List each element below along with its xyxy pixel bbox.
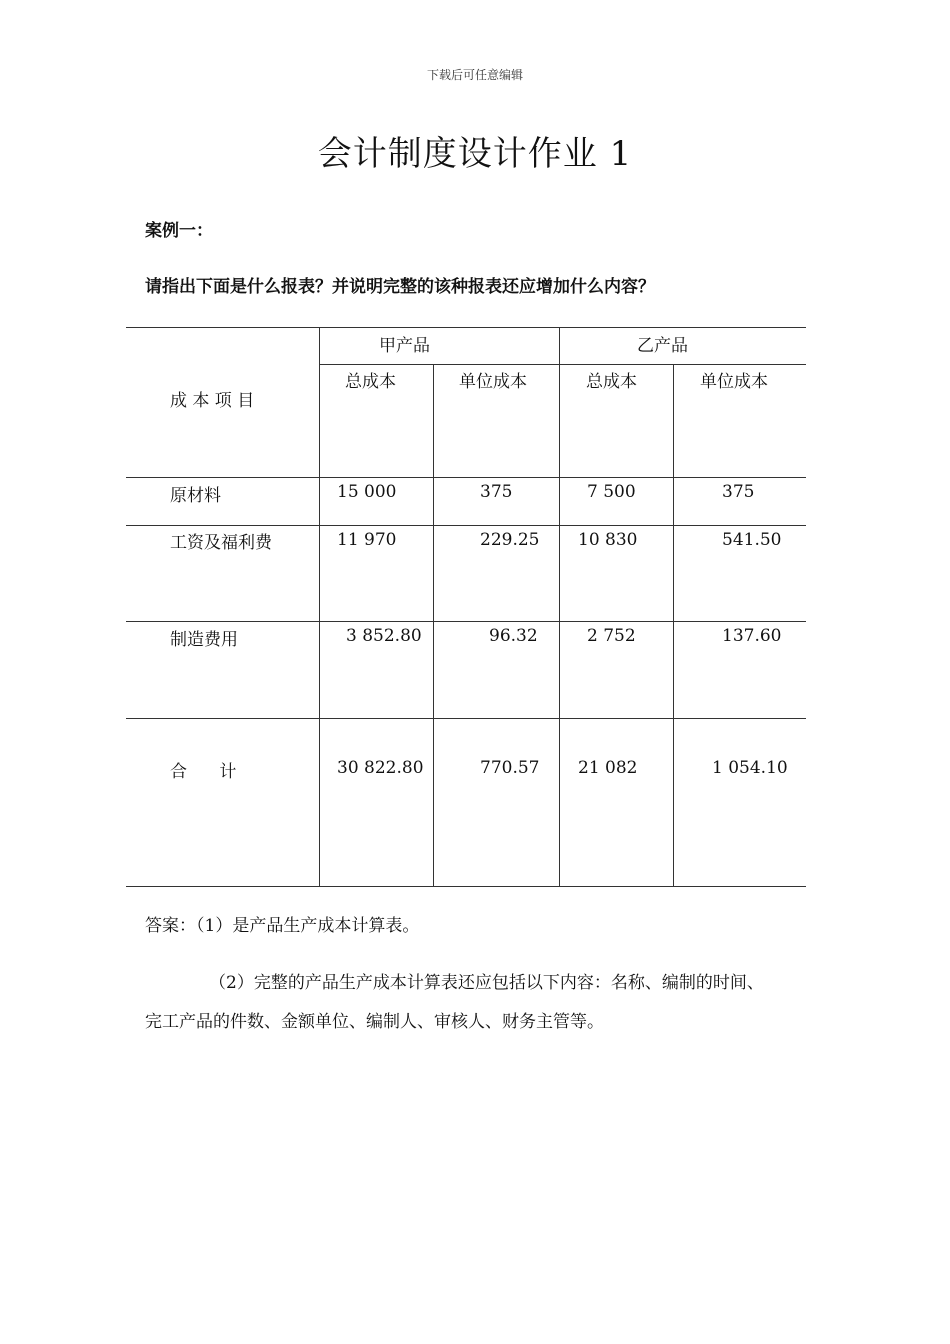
row-label-wages: 工资及福利费	[170, 533, 272, 553]
header-b-unit-cost: 单位成本	[700, 372, 768, 392]
header-cost-item: 成 本 项 目	[170, 391, 255, 411]
cell-b-total: 7 500	[587, 482, 636, 502]
row-label-total: 合 计	[170, 762, 237, 782]
header-note: 下载后可任意编辑	[426, 68, 523, 82]
answer-line-2: （2）完整的产品生产成本计算表还应包括以下内容：名称、编制的时间、	[209, 973, 764, 993]
cell-b-unit: 541.50	[722, 530, 782, 550]
cell-a-total: 15 000	[337, 482, 397, 502]
header-a-total-cost: 总成本	[345, 372, 396, 392]
cell-b-total: 2 752	[587, 626, 636, 646]
cell-b-total: 21 082	[578, 758, 638, 778]
row-label-materials: 原材料	[170, 486, 221, 506]
cell-b-unit: 137.60	[722, 626, 782, 646]
cell-a-unit: 770.57	[480, 758, 540, 778]
header-product-a: 甲产品	[379, 336, 430, 356]
cell-a-unit: 375	[480, 482, 513, 502]
header-product-b: 乙产品	[637, 336, 688, 356]
row-label-overhead: 制造费用	[170, 630, 238, 650]
question-text: 请指出下面是什么报表？并说明完整的该种报表还应增加什么内容？	[145, 277, 655, 297]
header-b-total-cost: 总成本	[586, 372, 637, 392]
header-a-unit-cost: 单位成本	[459, 372, 527, 392]
cell-b-total: 10 830	[578, 530, 638, 550]
cost-table	[126, 327, 806, 887]
cell-a-unit: 96.32	[489, 626, 538, 646]
answer-line-3: 完工产品的件数、金额单位、编制人、审核人、财务主管等。	[145, 1012, 604, 1032]
cell-a-unit: 229.25	[480, 530, 540, 550]
page-title: 会计制度设计作业 1	[317, 134, 633, 174]
cell-a-total: 30 822.80	[337, 758, 424, 778]
cell-b-unit: 375	[722, 482, 755, 502]
answer-line-1: 答案：（1）是产品生产成本计算表。	[145, 916, 420, 936]
cell-a-total: 11 970	[337, 530, 397, 550]
case-label: 案例一：	[145, 221, 213, 241]
cell-a-total: 3 852.80	[346, 626, 422, 646]
cell-b-unit: 1 054.10	[712, 758, 788, 778]
